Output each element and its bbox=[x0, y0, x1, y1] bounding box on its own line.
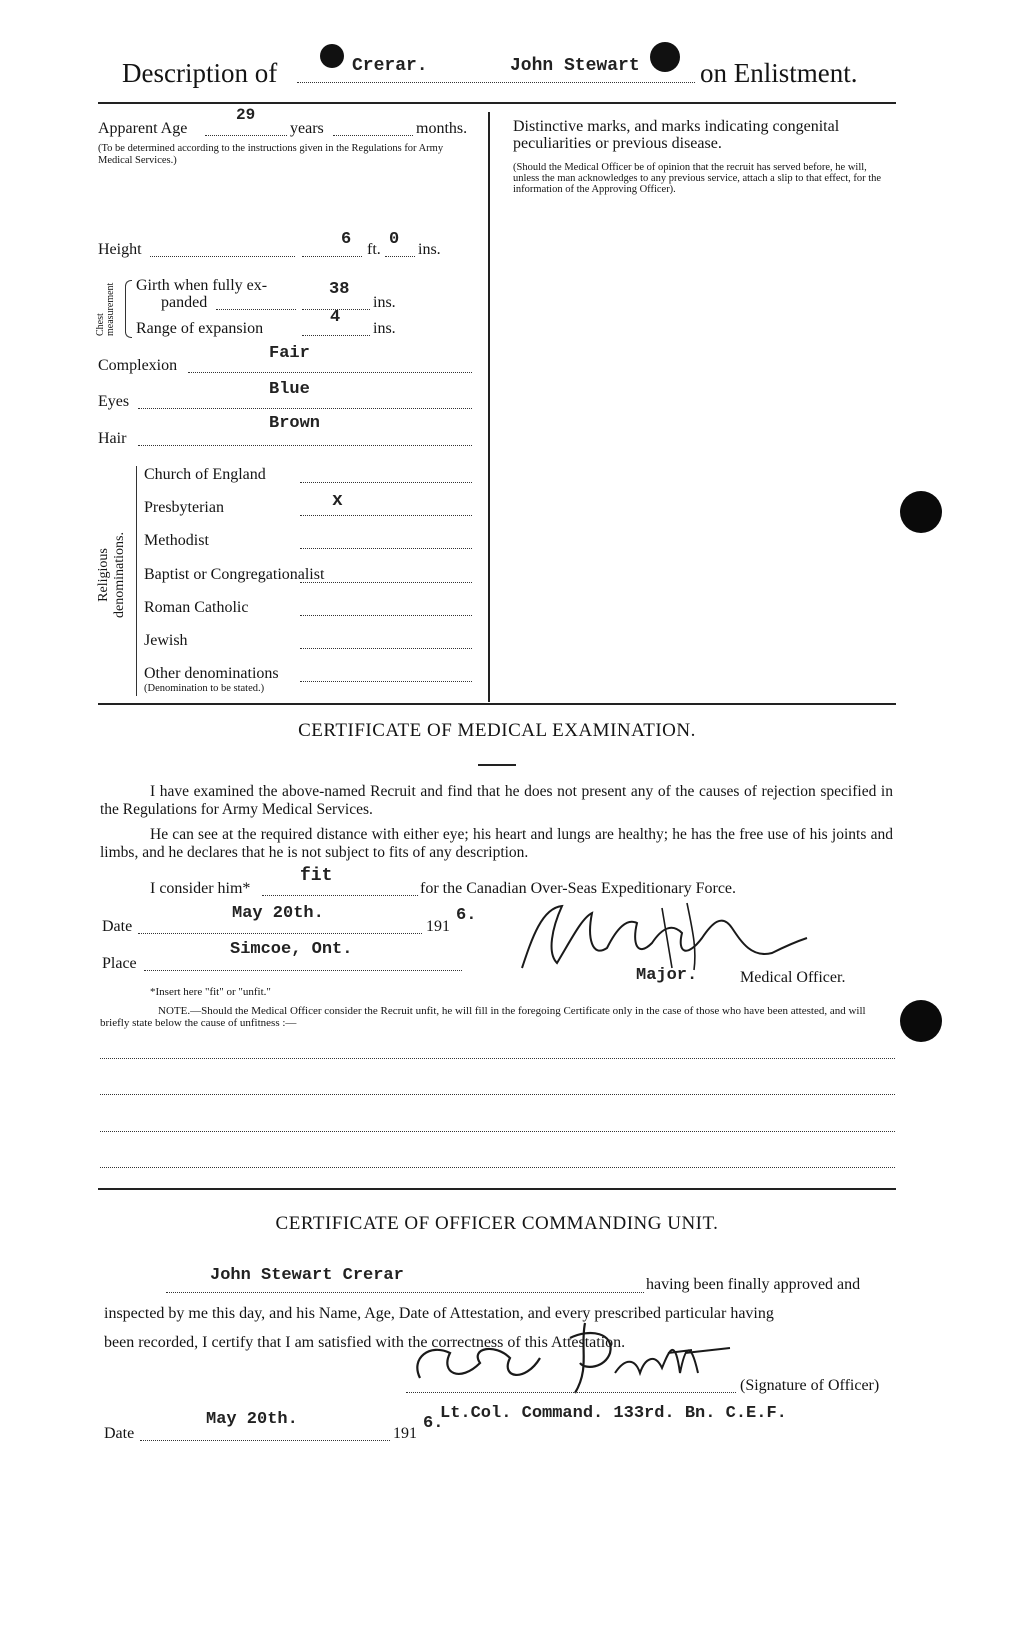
medical-title: CERTIFICATE OF MEDICAL EXAMINATION. bbox=[298, 720, 696, 741]
religion-item-label: Roman Catholic bbox=[144, 599, 249, 616]
punch-hole-upper bbox=[900, 491, 942, 533]
religion-item-fill-line bbox=[300, 615, 472, 616]
marks-heading-2: peculiarities or previous disease. bbox=[513, 135, 722, 152]
girth-ins-label: ins. bbox=[373, 294, 396, 311]
column-divider bbox=[488, 112, 490, 702]
religion-other-note: (Denomination to be stated.) bbox=[144, 683, 265, 694]
commanding-name-value: John Stewart Crerar bbox=[210, 1266, 404, 1285]
marks-note: (Should the Medical Officer be of opinion that the recruit has served before, he will, unless the man acknowledges to any previous service, attach a slip to that effect, for the information of the Approving Officer). bbox=[513, 162, 882, 195]
unfit-line-3 bbox=[100, 1131, 895, 1132]
religion-side-label-2: denominations. bbox=[112, 532, 127, 618]
signature-line bbox=[406, 1392, 736, 1393]
religion-item-mark: x bbox=[332, 491, 343, 511]
height-line-b bbox=[302, 256, 362, 257]
unfit-line-1 bbox=[100, 1058, 895, 1059]
header-name-line bbox=[297, 82, 695, 83]
height-line-a bbox=[150, 256, 295, 257]
insert-note: *Insert here "fit" or "unfit." bbox=[150, 986, 271, 998]
religion-item-label: Methodist bbox=[144, 532, 209, 549]
place-value: Simcoe, Ont. bbox=[230, 940, 353, 959]
medical-year-suffix: 6. bbox=[456, 906, 477, 925]
header-surname: Crerar. bbox=[352, 56, 428, 76]
religion-side-label bbox=[96, 530, 128, 620]
commanding-year-prefix: 191 bbox=[393, 1425, 417, 1442]
commanding-rank-value: Lt.Col. Command. 133rd. Bn. C.E.F. bbox=[440, 1404, 787, 1423]
chest-brace bbox=[125, 280, 132, 338]
header-given-names: John Stewart bbox=[510, 56, 640, 76]
fit-value: fit bbox=[300, 866, 333, 886]
age-months-line bbox=[333, 135, 413, 136]
religion-item-label: Presbyterian bbox=[144, 499, 224, 516]
commanding-title: CERTIFICATE OF OFFICER COMMANDING UNIT. bbox=[275, 1213, 719, 1234]
range-ins-label: ins. bbox=[373, 320, 396, 337]
force-label: for the Canadian Over-Seas Expeditionary Force. bbox=[420, 880, 737, 897]
range-line bbox=[302, 335, 370, 336]
range-value: 4 bbox=[330, 308, 341, 327]
medical-para-2: He can see at the required distance with either eye; his heart and lungs are healthy; he has the free use of his joints and limbs, and he declares that he is not subject to fits of any description. bbox=[100, 826, 893, 861]
medical-date-line bbox=[138, 933, 422, 934]
medical-year-prefix: 191 bbox=[426, 918, 450, 935]
header-title-right: on Enlistment. bbox=[700, 58, 858, 88]
medical-date-value: May 20th. bbox=[232, 904, 324, 923]
commanding-line2: inspected by me this day, and his Name, Age, Date of Attestation, and every prescribed particular having bbox=[104, 1305, 774, 1322]
commanding-year-suffix: 6. bbox=[423, 1414, 444, 1433]
fit-line bbox=[262, 895, 418, 896]
commanding-line1-end: having been finally approved and bbox=[646, 1276, 861, 1293]
complexion-value: Fair bbox=[269, 344, 310, 363]
hair-value: Brown bbox=[269, 414, 321, 433]
eyes-line bbox=[138, 408, 472, 409]
age-years-line bbox=[205, 135, 287, 136]
religion-bracket bbox=[136, 466, 137, 696]
section-rule bbox=[98, 703, 896, 705]
religion-side-label-1: Religious bbox=[96, 548, 111, 602]
medical-date-label: Date bbox=[102, 918, 133, 935]
medical-officer-label: Medical Officer. bbox=[740, 969, 846, 986]
religion-item-label: Baptist or Congregationalist bbox=[144, 566, 325, 583]
signature-label: (Signature of Officer) bbox=[740, 1377, 880, 1394]
place-line bbox=[144, 970, 462, 971]
religion-item-label: Church of England bbox=[144, 466, 266, 483]
medical-note: NOTE.—Should the Medical Officer consider the Recruit unfit, he will fill in the foregoing Certificate only in the case of those who have been attested, and will briefly state below the cause of unfitness :— bbox=[100, 1005, 866, 1029]
place-label: Place bbox=[102, 955, 137, 972]
height-line-c bbox=[385, 256, 415, 257]
age-label: Apparent Age bbox=[98, 120, 188, 137]
commanding-officer-signature bbox=[400, 1318, 740, 1398]
medical-rank-value: Major. bbox=[636, 966, 698, 985]
marks-heading-1: Distinctive marks, and marks indicating congenital bbox=[513, 118, 840, 135]
top-rule bbox=[98, 102, 896, 104]
age-years-label: years bbox=[290, 120, 324, 137]
hair-label: Hair bbox=[98, 430, 127, 447]
ink-blot-right bbox=[650, 42, 680, 72]
unfit-line-4 bbox=[100, 1167, 895, 1168]
age-value: 29 bbox=[236, 106, 256, 124]
eyes-label: Eyes bbox=[98, 393, 130, 410]
height-label: Height bbox=[98, 241, 142, 258]
medical-title-underline bbox=[478, 764, 516, 766]
hair-line bbox=[138, 445, 472, 446]
religion-item-label: Jewish bbox=[144, 632, 188, 649]
commanding-name-line bbox=[166, 1292, 644, 1293]
age-note: (To be determined according to the instructions given in the Regulations for Army Medical Services.) bbox=[98, 143, 444, 166]
religion-item-fill-line bbox=[300, 681, 472, 682]
age-months-label: months. bbox=[416, 120, 468, 137]
consider-label: I consider him* bbox=[150, 880, 251, 897]
commanding-date-line bbox=[140, 1440, 390, 1441]
girth-line-a bbox=[216, 309, 296, 310]
medical-para-1: I have examined the above-named Recruit and find that he does not present any of the causes of rejection specified in the Regulations for Army Medical Services. bbox=[100, 783, 893, 818]
punch-hole-lower bbox=[900, 1000, 942, 1042]
chest-side-label: Chest measurement bbox=[95, 282, 116, 336]
eyes-value: Blue bbox=[269, 380, 310, 399]
religion-item-fill-line bbox=[300, 648, 472, 649]
section-rule-2 bbox=[98, 1188, 896, 1190]
complexion-label: Complexion bbox=[98, 357, 178, 374]
commanding-date-value: May 20th. bbox=[206, 1410, 298, 1429]
range-label: Range of expansion bbox=[136, 320, 264, 337]
commanding-date-label: Date bbox=[104, 1425, 135, 1442]
religion-item-fill-line bbox=[300, 482, 472, 483]
religion-item-label: Other denominations bbox=[144, 665, 279, 682]
religion-item-fill-line bbox=[300, 548, 472, 549]
girth-value: 38 bbox=[329, 280, 350, 299]
complexion-line bbox=[188, 372, 472, 373]
height-in-value: 0 bbox=[389, 230, 400, 249]
unfit-line-2 bbox=[100, 1094, 895, 1095]
religion-item-fill-line bbox=[300, 582, 472, 583]
height-ft-label: ft. bbox=[367, 241, 381, 258]
ink-blot-left bbox=[320, 44, 344, 68]
height-ins-label: ins. bbox=[418, 241, 441, 258]
religion-item-fill-line bbox=[300, 515, 472, 516]
commanding-line3: been recorded, I certify that I am satisfied with the correctness of this Attestation. bbox=[104, 1334, 626, 1351]
girth-label-1: Girth when fully ex- bbox=[136, 277, 268, 294]
girth-label-2: panded bbox=[161, 294, 208, 311]
height-ft-value: 6 bbox=[341, 230, 352, 249]
header-title-left: Description of bbox=[122, 58, 278, 88]
